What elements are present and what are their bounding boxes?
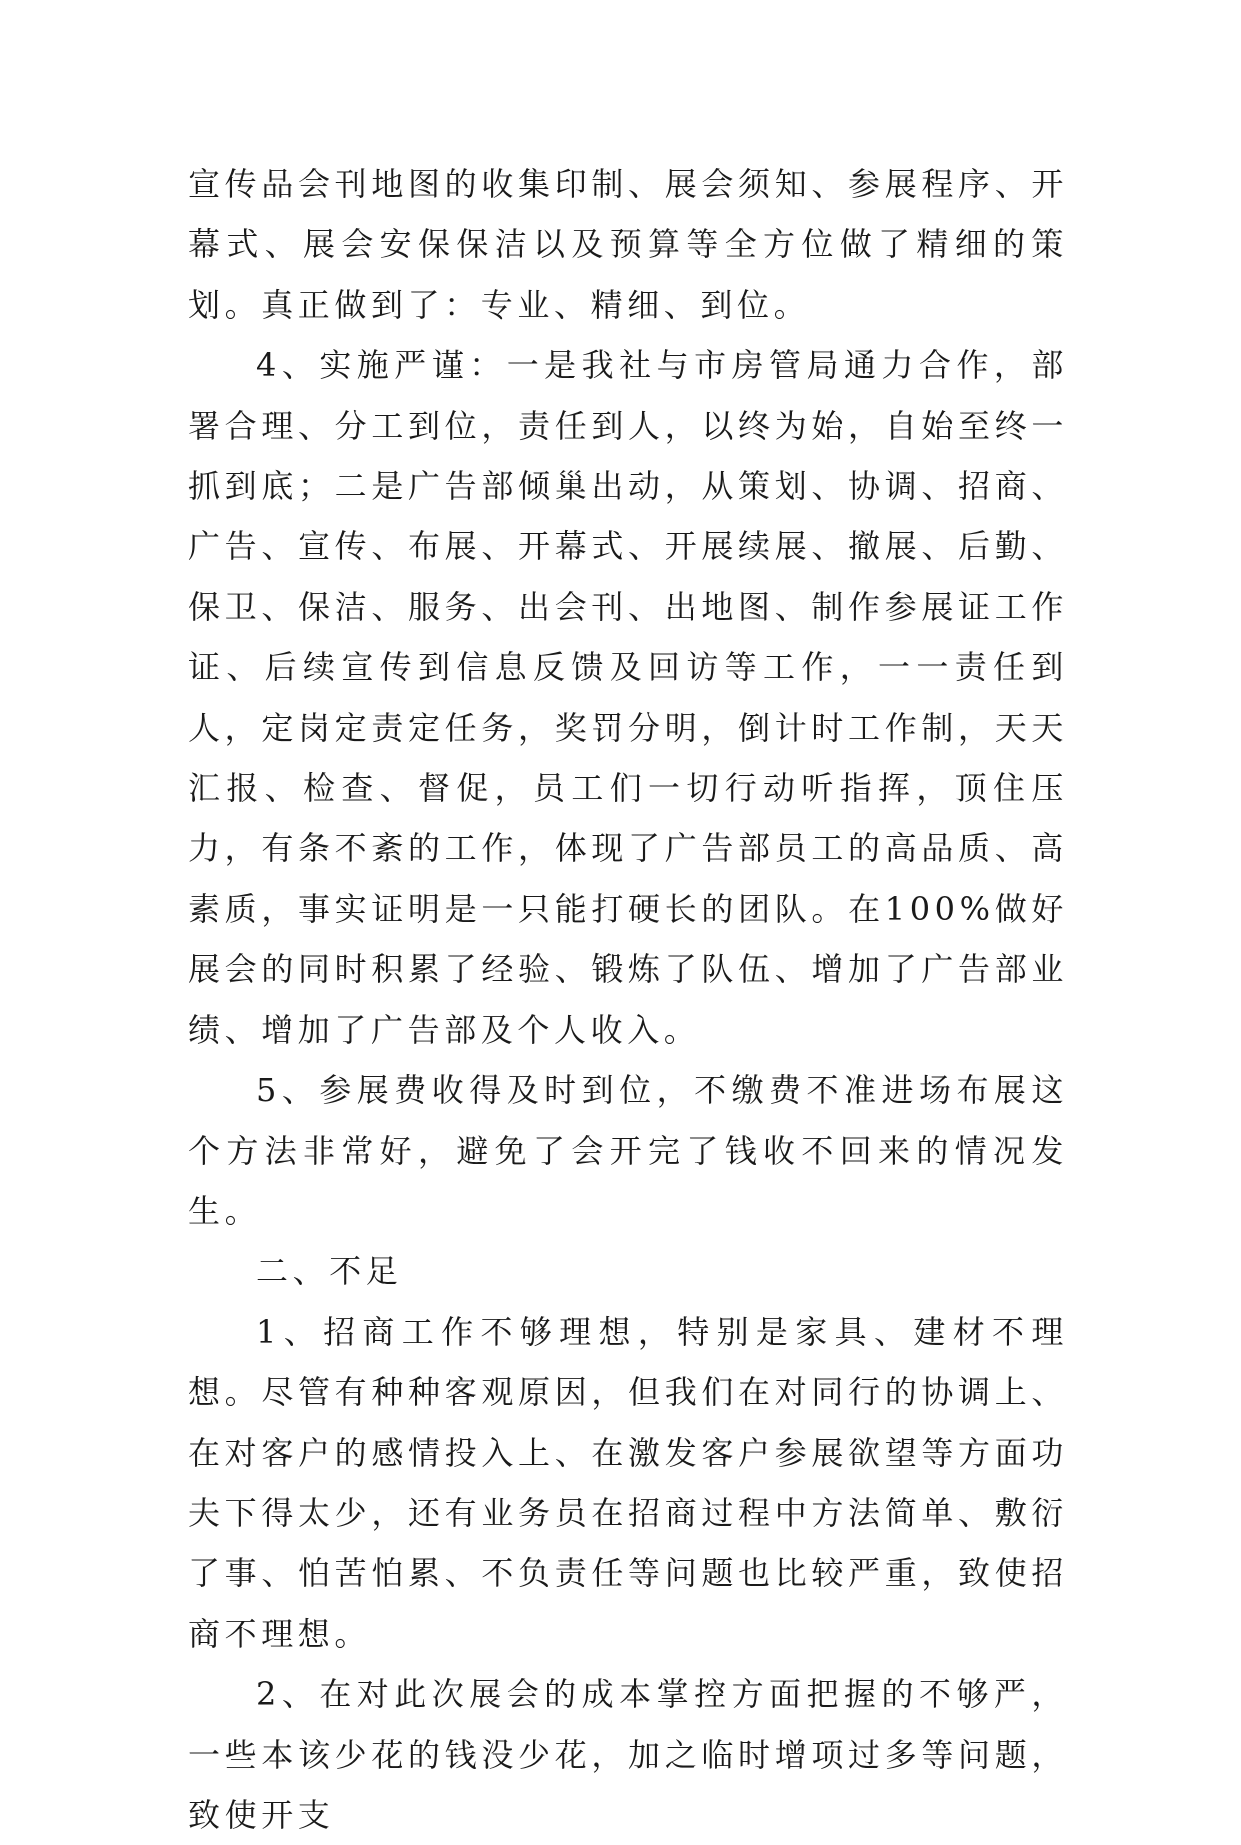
document-body xyxy=(188,154,1068,1845)
paragraph-implementation-rigorous: 4、实施严谨：一是我社与市房管局通力合作，部署合理、分工到位，责任到人，以终为始，自始至终一抓到底；二是广告部倾巢出动，从策划、协调、招商、广告、宣传、布展、开幕式、开展续展、撤展、后勤、保卫、保洁、服务、出会刊、出地图、制作参展证工作证、后续宣传到信息反馈及回访等工作，一一责任到人，定岗定责定任务，奖罚分明，倒计时工作制，天天汇报、检查、督促，员工们一切行动听指挥，顶住压力，有条不紊的工作，体现了广告部员工的高品质、高素质，事实证明是一只能打硬长的团队。在100%做好展会的同时积累了经验、锻炼了队伍、增加了广告部业绩、增加了广告部及个人收入。 xyxy=(188,346,1068,1049)
paragraph-shortcoming-investment: 1、招商工作不够理想，特别是家具、建材不理想。尽管有种种客观原因，但我们在对同行的协调上、在对客户的感情投入上、在激发客户参展欲望等方面功夫下得太少，还有业务员在招商过程中方法简单、敷衍了事、怕苦怕累、不负责任等问题也比较严重，致使招商不理想。 xyxy=(188,1312,1068,1653)
paragraph-planning-continuation: 宣传品会刊地图的收集印制、展会须知、参展程序、开幕式、展会安保保洁以及预算等全方位做了精细的策划。真正做到了：专业、精细、到位。 xyxy=(188,165,1068,324)
paragraph-shortcoming-cost-control: 2、在对此次展会的成本掌控方面把握的不够严，一些本该少花的钱没少花，加之临时增项过多等问题，致使开支 xyxy=(188,1675,1068,1834)
paragraph-fee-collection: 5、参展费收得及时到位，不缴费不准进场布展这个方法非常好，避免了会开完了钱收不回来的情况发生。 xyxy=(188,1071,1068,1230)
section-heading-shortcomings: 二、不足 xyxy=(256,1252,403,1291)
